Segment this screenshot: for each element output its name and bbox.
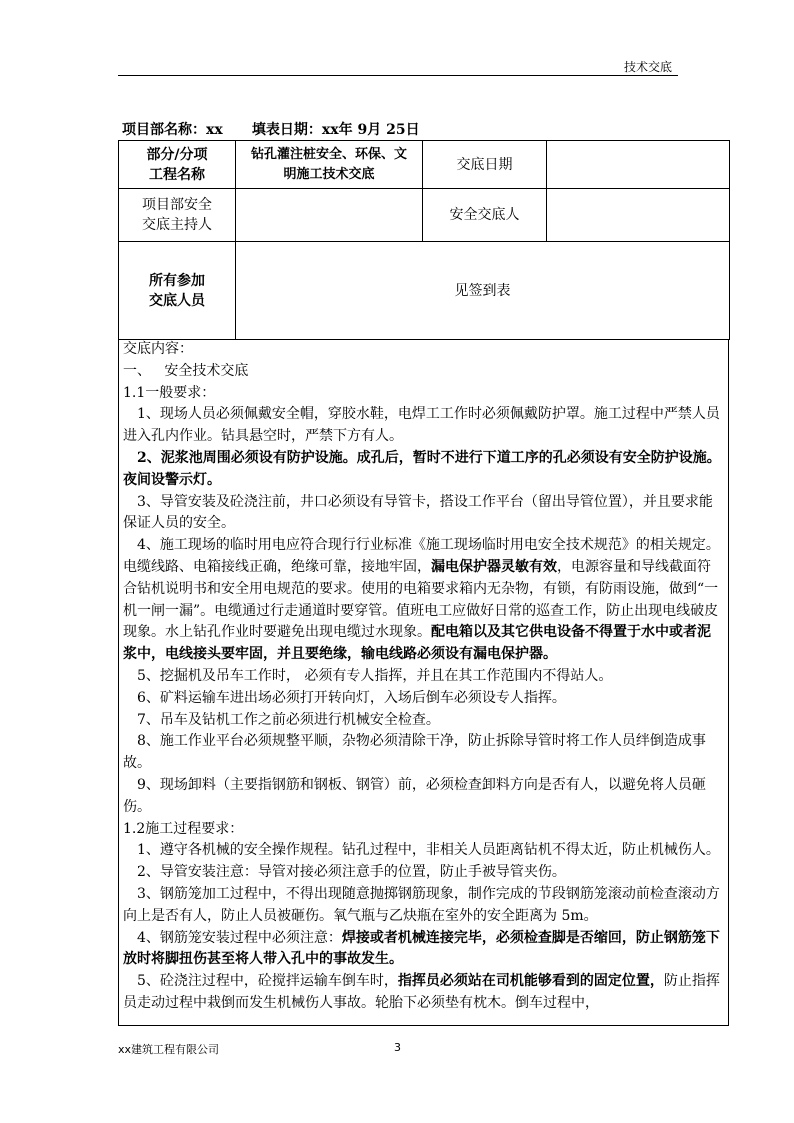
- footer-company: xx建筑工程有限公司: [118, 1043, 220, 1056]
- header-divider: [118, 75, 678, 76]
- header-title: 技术交底: [624, 60, 673, 74]
- paragraph: 3、钢筋笼加工过程中，不得出现随意抛掷钢筋现象，制作完成的节段钢筋笼滚动前检查滚动方向上是否有人，防止人员被砸伤。氧气瓶与乙炔瓶在室外的安全距离为 5m。: [123, 885, 720, 924]
- paragraph: 9、现场卸料（主要指钢筋和钢板、钢管）前，必须检查卸料方向是否有人，以避免将人员砸伤。: [123, 776, 706, 815]
- label-disclosure-date: 交底日期: [423, 141, 547, 189]
- text-run: 防止指挥员走动过程中栽倒而发生机械伤人事故。轮胎下必须垫有枕木。倒车过程中，: [123, 973, 720, 1011]
- label-project-name: 部分/分项 工程名称: [119, 141, 236, 189]
- paragraph: 7、吊车及钻机工作之前必须进行机械安全检查。: [137, 711, 440, 728]
- footer-page-number: 3: [394, 1041, 401, 1054]
- value-participants: 见签到表: [236, 242, 730, 340]
- label-safety-discloser: 安全交底人: [423, 189, 547, 242]
- paragraph: 1、遵守各机械的安全操作规程。钻孔过程中，非相关人员距离钻机不得太近，防止机械伤人。: [137, 842, 720, 859]
- text-run: 4、钢筋笼安装过程中必须注意：: [137, 929, 342, 946]
- content-heading: 交底内容：: [123, 341, 193, 357]
- text-run: 5、砼浇注过程中，砼搅拌运输车倒车时，: [137, 973, 398, 990]
- label-participants: 所有参加 交底人员: [119, 242, 236, 340]
- paragraph: 2、泥浆池周围必须设有防护设施。成孔后，暂时不进行下道工序的孔必须设有安全防护设施。夜间设警示灯。: [123, 449, 721, 488]
- section-heading: 一、 安全技术交底: [123, 362, 249, 379]
- value-safety-host: [236, 189, 423, 242]
- paragraph: 8、施工作业平台必须规整平顺，杂物必须清除干净，防止拆除导管时将工作人员绊倒造成事故。: [123, 733, 706, 772]
- disclosure-info-table: [118, 140, 730, 340]
- paragraph: 6、矿料运输车进出场必须打开转向灯，入场后倒车必须设专人指挥。: [137, 689, 566, 706]
- text-run-bold: 配电箱以及其它供电设备不得置于水中或者泥浆中，电线接头要牢固，并且要绝缘，输电线路必须设有漏电保护器。: [123, 624, 711, 663]
- paragraph: 2、导管安装注意：导管对接必须注意手的位置，防止手被导管夹伤。: [137, 864, 566, 881]
- text-run-bold: 焊接或者机械连接完毕，必须检查脚是否缩回，防止钢筋笼下放时将脚扭伤甚至将人带入孔中的事故发生。: [123, 929, 720, 968]
- paragraph: [123, 928, 722, 972]
- paragraph: 3、导管安装及砼浇注前，井口必须设有导管卡，搭设工作平台（留出导管位置），并且要求能保证人员的安全。: [123, 493, 713, 532]
- text-run-bold: 指挥员必须站在司机能够看到的固定位置，: [397, 973, 664, 990]
- label-safety-host: 项目部安全 交底主持人: [119, 189, 236, 242]
- value-safety-discloser: [547, 189, 730, 242]
- paragraph: [123, 535, 722, 666]
- subsection-heading: 1.2施工过程要求：: [123, 820, 244, 837]
- paragraph: 5、挖掘机及吊车工作时， 必须有专人指挥，并且在其工作范围内不得站人。: [137, 667, 613, 684]
- disclosure-content: [118, 339, 729, 1026]
- value-disclosure-date: [547, 141, 730, 189]
- paragraph: 1、现场人员必须佩戴安全帽，穿胶水鞋，电焊工工作时必须佩戴防护罩。施工过程中严禁人员进入孔内作业。钻具悬空时，严禁下方有人。: [123, 406, 720, 445]
- subsection-heading: 1.1一般要求：: [123, 384, 216, 401]
- text-run: ，电源容量和导线截面符合钻机说明书和安全用电规范的要求。使用的电箱要求箱内无杂物，有锁，有防雨设施，做到“一机一闸一漏”。电缆通过行走通道时要穿管。值班电工应做好日常的巡查工作，防止出现电线破皮现象。水上钻孔作业时要避免出现电缆过水现象。: [123, 558, 719, 641]
- text-run-bold: 漏电保护器灵敏有效: [431, 558, 557, 575]
- paragraph: [123, 971, 722, 1015]
- value-project-name: 钻孔灌注桩安全、环保、文 明施工技术交底: [236, 141, 423, 189]
- text-run: 4、施工现场的临时用电应符合现行行业标准《施工现场临时用电安全技术规范》的相关规定。电缆线路、电箱接线正确，绝缘可靠，接地牢固，: [123, 537, 720, 575]
- project-info-line: 项目部名称：xx 填表日期：xx年 9月 25日: [122, 122, 420, 138]
